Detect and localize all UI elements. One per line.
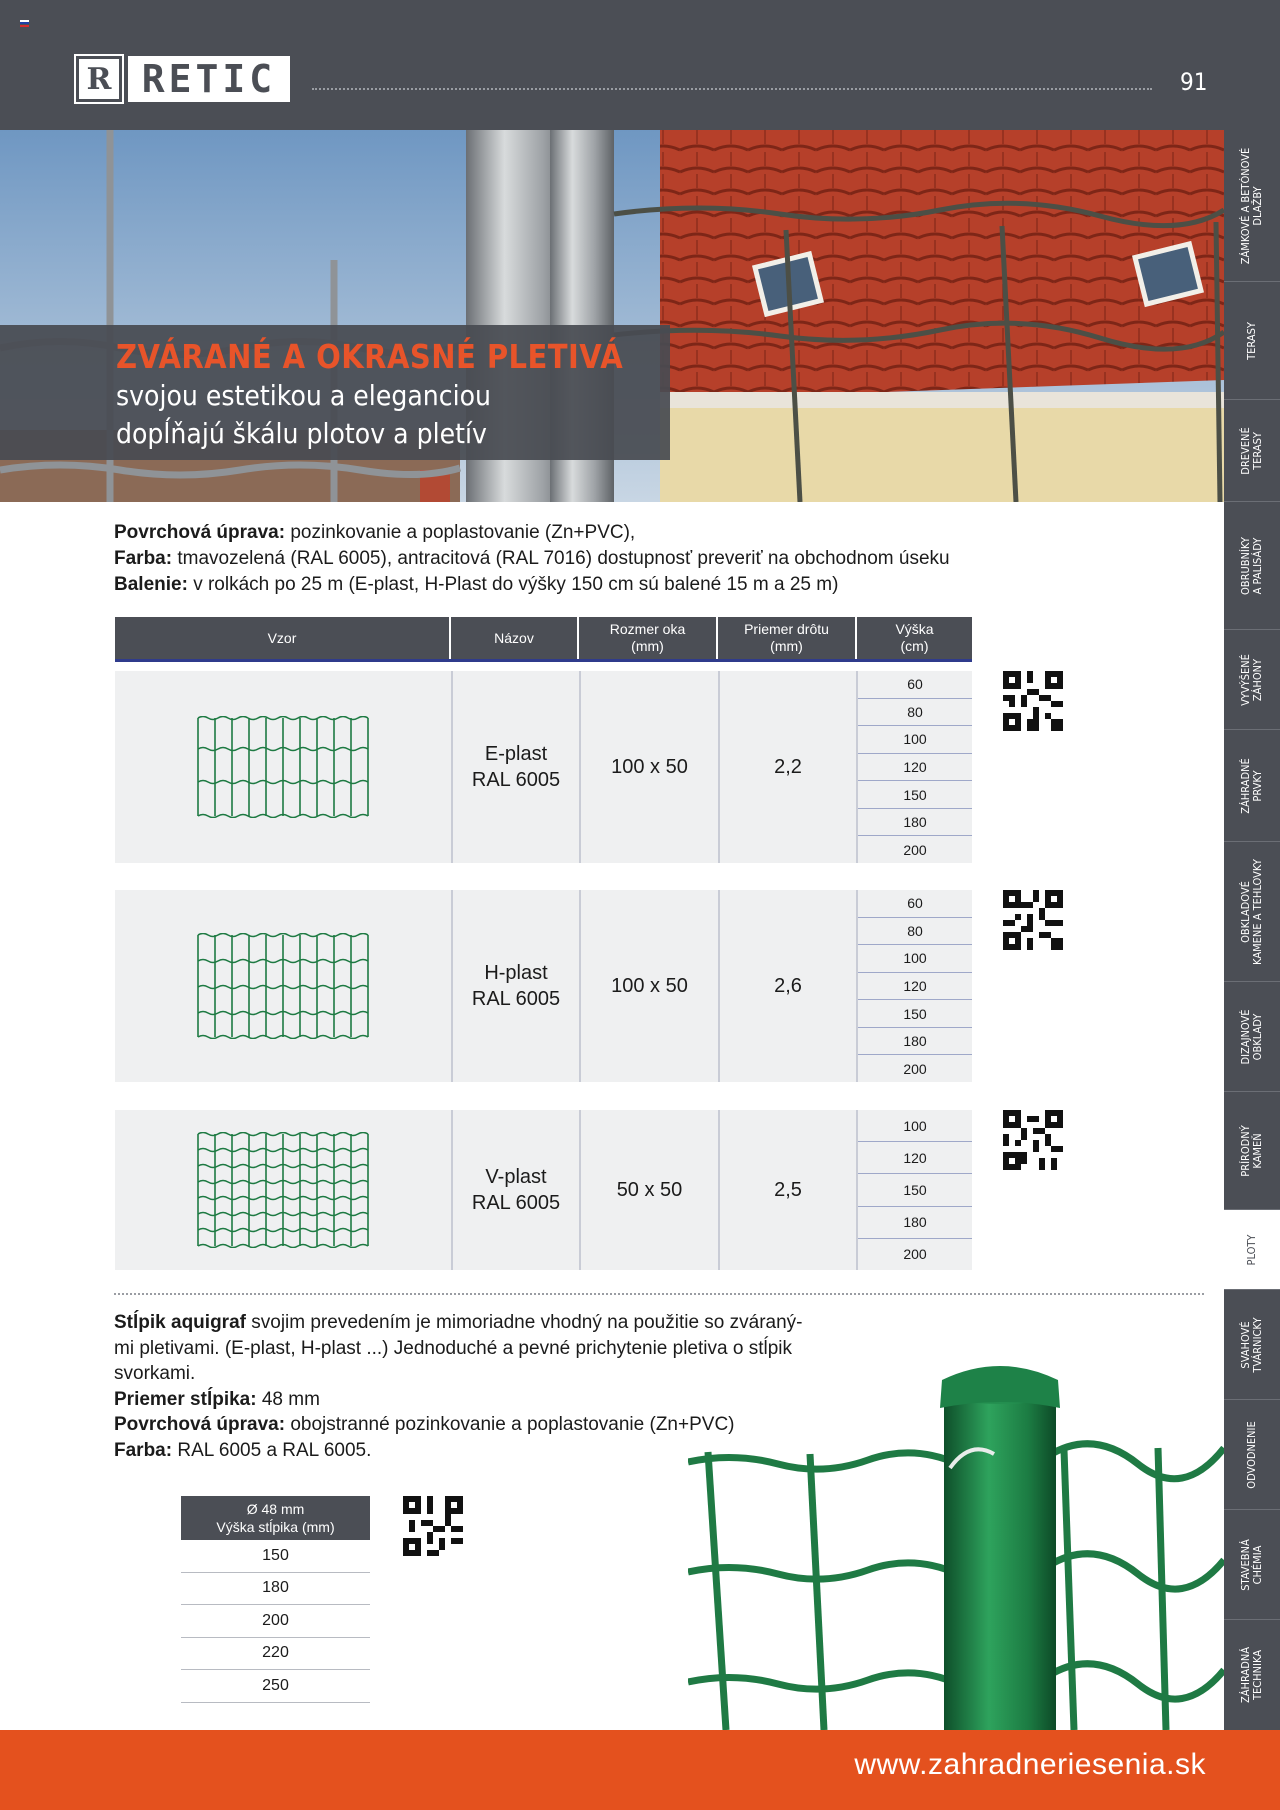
- height-cell: 150: [858, 999, 972, 1027]
- name-cell: [451, 1110, 579, 1270]
- height-cell: 150: [858, 780, 972, 808]
- retic-logo[interactable]: [76, 56, 290, 102]
- mesh-size-cell: 100 x 50: [579, 671, 718, 863]
- height-cell: 80: [858, 698, 972, 726]
- info-color: Farba: tmavozelená (RAL 6005), antracitová (RAL 7016) dostupnosť preveriť na obchodnom úseku: [114, 548, 950, 569]
- tab-obrubniky[interactable]: OBRUBNÍKY A PALISÁDY: [1224, 502, 1280, 630]
- post-color: Farba: RAL 6005 a RAL 6005.: [114, 1439, 372, 1461]
- pattern-cell: [115, 1110, 451, 1270]
- hero-title-box: [0, 325, 670, 460]
- post-intro-line-2: mi pletivami. (E-plast, H-plast ...) Jednoduché a pevné prichytenie pletiva o stĺpik: [114, 1337, 792, 1359]
- height-cell: 180: [858, 808, 972, 836]
- height-column: [856, 1110, 972, 1270]
- name-cell: [451, 890, 579, 1082]
- wire-diameter-cell: 2,2: [718, 671, 856, 863]
- qr-code-icon[interactable]: [403, 1496, 463, 1556]
- post-height-cell: 150: [181, 1540, 370, 1573]
- tab-zahradna-technika[interactable]: ZÁHRADNÁ TECHNIKA: [1239, 1647, 1264, 1703]
- h-plast-mesh-icon: [197, 933, 369, 1039]
- wire-diameter-cell: 2,5: [718, 1110, 856, 1270]
- tab-drevene-terasy[interactable]: DREVENÉ TERASY: [1224, 400, 1280, 502]
- post-diameter: Priemer stĺpika: 48 mm: [114, 1388, 320, 1410]
- tab-prirodny-kamen[interactable]: PRÍRODNÝ KAMEŇ: [1224, 1092, 1280, 1210]
- wire-diameter-cell: 2,6: [718, 890, 856, 1082]
- hero-subtitle-line-2: dopĺňajú škálu plotov a pletív: [116, 417, 487, 450]
- table-row: [115, 1110, 972, 1270]
- height-cell: 120: [858, 972, 972, 1000]
- height-cell: 60: [858, 890, 972, 917]
- table-row: [115, 671, 972, 863]
- product-name: E-plast: [484, 743, 548, 765]
- post-intro: Stĺpik aquigraf svojim prevedením je mimoriadne vhodný na použitie so zváraný-: [114, 1312, 803, 1333]
- post-table-header-height: Výška stĺpika (mm): [216, 1519, 335, 1535]
- post-height-cell: 200: [181, 1605, 370, 1638]
- post-height-cell: 250: [181, 1670, 370, 1703]
- col-header-vyska: Výška (cm): [895, 621, 934, 654]
- tab-obkladove-kamene[interactable]: OBKLADOVÉ KAMENE A TEHLOVKY: [1224, 842, 1280, 982]
- product-ral: RAL 6005: [471, 769, 561, 791]
- tab-ploty[interactable]: PLOTY: [1224, 1210, 1280, 1290]
- page-header: [0, 0, 1280, 130]
- product-name: H-plast: [484, 962, 548, 984]
- product-table-header: [115, 617, 972, 662]
- hero-subtitle-line-1: svojou estetikou a eleganciou: [116, 379, 491, 412]
- info-surface: Povrchová úprava: pozinkovanie a poplastovanie (Zn+PVC),: [114, 522, 636, 543]
- tab-zamkove-dlazby[interactable]: ZÁMKOVÉ A BETÓNOVÉ DLAŽBY: [1224, 130, 1280, 282]
- height-cell: 150: [858, 1173, 972, 1205]
- height-cell: 120: [858, 1141, 972, 1173]
- pattern-cell: [115, 890, 451, 1082]
- green-post-photo: [688, 1352, 1224, 1730]
- logo-mark: R: [76, 56, 122, 102]
- tab-vyvysene-zahony[interactable]: VYVÝŠENÉ ZÁHONY: [1224, 630, 1280, 730]
- post-table-header: [181, 1496, 370, 1540]
- height-cell: 180: [858, 1206, 972, 1238]
- height-cell: 60: [858, 671, 972, 698]
- height-cell: 200: [858, 1238, 972, 1270]
- info-packing: Balenie: v rolkách po 25 m (E-plast, H-Plast do výšky 150 cm sú balené 15 m a 25 m): [114, 574, 839, 595]
- height-cell: 180: [858, 1027, 972, 1055]
- col-header-rozmer-oka: Rozmer oka (mm): [579, 617, 718, 659]
- product-name: V-plast: [485, 1166, 547, 1188]
- mesh-size-cell: 50 x 50: [579, 1110, 718, 1270]
- pattern-cell: [115, 671, 451, 863]
- height-cell: 100: [858, 944, 972, 972]
- height-cell: 100: [858, 725, 972, 753]
- header-dotted-rule: [312, 88, 1152, 90]
- hero-title: ZVÁRANÉ A OKRASNÉ PLETIVÁ: [116, 337, 624, 376]
- col-header-nazov: Názov: [451, 617, 579, 659]
- product-ral: RAL 6005: [471, 988, 561, 1010]
- page-footer: [0, 1730, 1280, 1810]
- section-divider: [114, 1293, 1204, 1295]
- post-height-cell: 180: [181, 1573, 370, 1606]
- logo-wordmark: RETIC: [128, 56, 290, 102]
- hero-banner: [0, 130, 1224, 502]
- post-surface: Povrchová úprava: obojstranné pozinkovanie a poplastovanie (Zn+PVC): [114, 1414, 735, 1435]
- height-column: [856, 671, 972, 863]
- e-plast-mesh-icon: [197, 716, 369, 818]
- qr-code-icon[interactable]: [1003, 890, 1063, 950]
- post-height-table: [181, 1496, 370, 1703]
- tab-dizajnove-obklady[interactable]: DIZAJNOVÉ OBKLADY: [1224, 982, 1280, 1092]
- tab-stavebna-chemia[interactable]: STAVEBNÁ CHÉMIA: [1224, 1510, 1280, 1620]
- height-column: [856, 890, 972, 1082]
- website-link[interactable]: www.zahradneriesenia.sk: [854, 1748, 1206, 1781]
- product-info: [114, 520, 1014, 598]
- qr-code-icon[interactable]: [1003, 671, 1063, 731]
- tab-svahove-tvarnicky[interactable]: SVAHOVÉ TVÁRNICKY: [1224, 1290, 1280, 1400]
- mesh-size-cell: 100 x 50: [579, 890, 718, 1082]
- post-height-cell: 220: [181, 1638, 370, 1671]
- height-cell: 200: [858, 1054, 972, 1082]
- tab-terasy[interactable]: TERASY: [1224, 282, 1280, 400]
- post-intro-line-3: svorkami.: [114, 1363, 196, 1384]
- tab-zahradne-prvky[interactable]: ZÁHRADNÉ PRVKY: [1224, 730, 1280, 842]
- height-cell: 120: [858, 753, 972, 781]
- category-sidebar: [1224, 130, 1280, 1730]
- col-header-vzor: Vzor: [115, 617, 451, 659]
- product-ral: RAL 6005: [471, 1192, 561, 1214]
- post-table-header-diameter: Ø 48 mm: [246, 1501, 305, 1517]
- col-header-priemer-drotu: Priemer drôtu (mm): [718, 617, 857, 659]
- page-number: 91: [1180, 68, 1208, 96]
- tab-odvodnenie[interactable]: ODVODNENIE: [1224, 1400, 1280, 1510]
- height-cell: 100: [858, 1110, 972, 1141]
- height-cell: 80: [858, 917, 972, 945]
- qr-code-icon[interactable]: [1003, 1110, 1063, 1170]
- height-cell: 200: [858, 835, 972, 863]
- language-flag-icon[interactable]: [20, 20, 29, 27]
- name-cell: [451, 671, 579, 863]
- table-row: [115, 890, 972, 1082]
- v-plast-mesh-icon: [197, 1132, 369, 1248]
